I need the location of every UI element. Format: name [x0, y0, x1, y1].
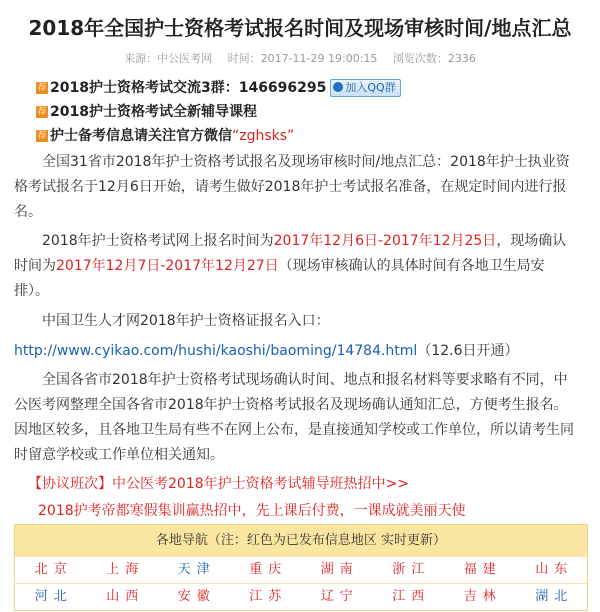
article-views: 浏览次数：2336 [392, 52, 476, 65]
recommend-badge: 荐 [37, 131, 47, 141]
wechat-id: “zghsks” [232, 128, 295, 144]
region-link-fujian[interactable]: 福建 [463, 562, 502, 577]
dates-text-b: ，现场确认时间为 [14, 233, 567, 274]
recommend-badge: 荐 [37, 83, 47, 93]
region-link-beijing[interactable]: 北京 [34, 562, 73, 577]
region-link-liaoning[interactable]: 辽宁 [320, 589, 359, 604]
promo-course-link[interactable] [0, 100, 600, 124]
article-title: 2018年全国护士资格考试报名时间及现场审核时间/地点汇总 [28, 16, 572, 40]
region-link-jiangsu[interactable]: 江苏 [249, 589, 288, 604]
region-nav-row [15, 556, 587, 583]
paragraph-notice: 全国各省市2018年护士资格考试现场确认时间、地点和报名材料等要求略有不同，中公医考网整理全国各省市2018年护士资格考试报名及现场确认通知汇总，方便考生报名。因地区较多，且各地卫生局有些不在网上公布，是直接通知学校或工作单位，所以请考生同时留意学校或工作单位相关通知。 [14, 372, 574, 463]
region-link-shandong[interactable]: 山东 [535, 562, 574, 577]
region-nav-row [15, 583, 587, 610]
region-link-anhui[interactable]: 安徽 [177, 589, 216, 604]
promo-qq-text: 2018护士资格考试交流3群：146696295 [50, 80, 327, 96]
region-link-jilin[interactable]: 吉林 [463, 589, 502, 604]
online-registration-dates: 2017年12月6日-2017年12月25日 [273, 233, 497, 249]
article-body [0, 150, 600, 524]
entry-open-note: （12.6日开通） [417, 343, 519, 359]
article-source: 来源：中公医考网 [124, 52, 213, 65]
promo-wechat-text: 护士备考信息请关注官方微信 [50, 128, 232, 144]
region-link-shanghai[interactable]: 上海 [106, 562, 145, 577]
paragraph-entry-link [14, 339, 578, 364]
region-link-shanxi[interactable]: 山西 [106, 589, 145, 604]
region-link-hunan[interactable]: 湖南 [320, 562, 359, 577]
dates-text-c: （现场审核确认的具体时间有各地卫生局安排）。 [14, 258, 545, 299]
region-link-hebei[interactable]: 河北 [34, 589, 73, 604]
onsite-confirmation-dates: 2017年12月7日-2017年12月27日 [56, 258, 279, 274]
paragraph-entry-label: 中国卫生人才网2018年护士资格证报名入口： [42, 313, 330, 329]
region-navigation [14, 524, 588, 611]
region-link-chongqing[interactable]: 重庆 [249, 562, 288, 577]
promo-qq-group[interactable] [0, 76, 600, 100]
ad-winter-camp-link[interactable]: 2018护考帝都寒假集训赢热招中，先上课后付费，一课成就美丽天使 [38, 503, 466, 519]
ad-agreement-class-link[interactable]: 【协议班次】中公医考2018年护士资格考试辅导班热招中>> [28, 476, 410, 492]
recommend-badge: 荐 [37, 107, 47, 117]
promo-wechat [0, 124, 600, 148]
region-link-hubei[interactable]: 湖北 [535, 589, 574, 604]
article-time: 时间：2017-11-29 19:00:15 [227, 52, 378, 65]
join-qq-label: 加入QQ群 [345, 81, 396, 94]
region-link-tianjin[interactable]: 天津 [177, 562, 216, 577]
region-link-zhejiang[interactable]: 浙江 [392, 562, 431, 577]
registration-entry-link[interactable]: http://www.cyikao.com/hushi/kaoshi/baoming/14784.html [14, 343, 418, 359]
promo-course-text: 2018护士资格考试全新辅导课程 [50, 104, 257, 120]
region-link-jiangxi[interactable]: 江西 [392, 589, 431, 604]
paragraph-intro: 全国31省市2018年护士资格考试报名及现场审核时间/地点汇总：2018年护士执业资格考试报名于12月6日开始，请考生做好2018年护士考试报名准备，在规定时间内进行报名。 [14, 154, 570, 220]
qq-icon [333, 82, 343, 92]
join-qq-group-button[interactable] [330, 79, 400, 97]
dates-text-a: 2018年护士资格考试网上报名时间为 [42, 233, 274, 249]
article-meta [0, 50, 600, 66]
region-nav-header: 各地导航（注：红色为已发布信息地区 实时更新） [15, 525, 587, 556]
paragraph-dates [14, 229, 578, 304]
